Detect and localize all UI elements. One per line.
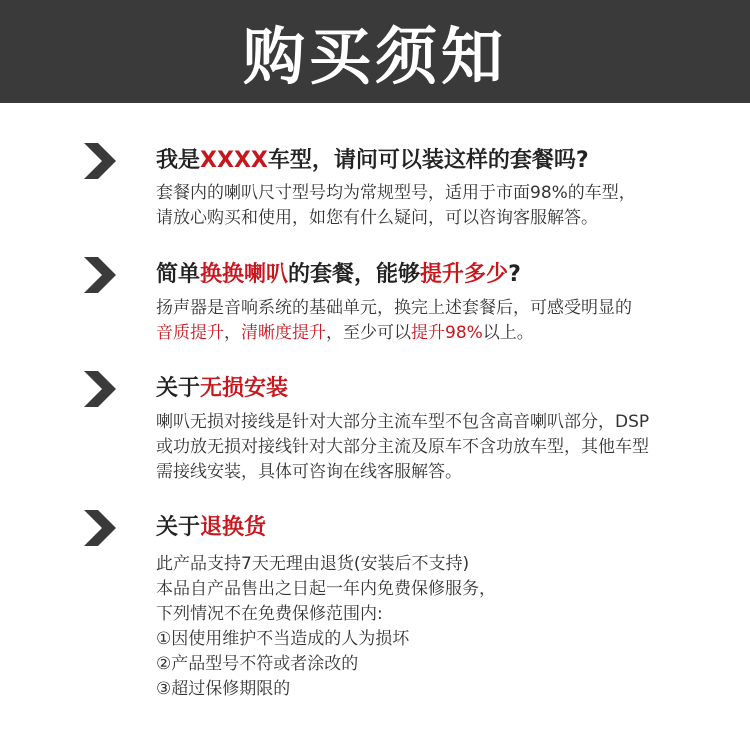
body-line: 下列情况不在免费保修范围内:	[156, 604, 383, 624]
title-suffix: 车型，请问可以装这样的套餐吗?	[267, 148, 589, 173]
section-3-body	[156, 410, 649, 485]
title-text: ?	[508, 262, 521, 287]
body-line: ②产品型号不符或者涂改的	[156, 654, 359, 674]
title-highlight: 无损安装	[200, 376, 289, 401]
title-prefix: 关于	[156, 515, 201, 540]
title-highlight: 退换货	[200, 515, 267, 540]
body-line: 或功放无损对接线针对大部分主流及原车不含功放车型，其他车型	[156, 437, 649, 457]
chevron-right-icon	[82, 508, 118, 548]
body-text: ，	[224, 323, 241, 343]
title-text: 简单	[156, 262, 201, 287]
section-1-title	[156, 143, 589, 174]
section-4-title	[156, 510, 266, 541]
title-prefix: 我是	[156, 148, 201, 173]
title-prefix: 关于	[156, 376, 201, 401]
chevron-right-icon	[82, 255, 118, 295]
body-line: 扬声器是音响系统的基础单元，换完上述套餐后，可感受明显的	[156, 298, 632, 318]
title-highlight: XXXX	[200, 148, 268, 173]
highlight-text: 音质提升	[156, 323, 224, 343]
body-line	[156, 321, 632, 346]
body-line: 需接线安装，具体可咨询在线客服解答。	[156, 462, 462, 482]
section-3-title	[156, 371, 288, 402]
body-line: ③超过保修期限的	[156, 679, 291, 699]
chevron-right-icon	[82, 369, 118, 409]
body-text: ，至少可以	[326, 323, 411, 343]
section-2-body	[156, 296, 632, 346]
highlight-text: 提升98%	[411, 323, 483, 343]
section-4-body	[156, 552, 496, 702]
body-line: 请放心购买和使用，如您有什么疑问，可以咨询客服解答。	[156, 208, 598, 228]
title-highlight: 提升多少	[420, 262, 509, 287]
chevron-right-icon	[82, 141, 118, 181]
header-banner	[0, 0, 750, 103]
highlight-text: 清晰度提升	[241, 323, 326, 343]
section-2-title	[156, 257, 521, 288]
title-highlight: 换换喇叭	[200, 262, 289, 287]
page-title: 购买须知	[242, 20, 507, 93]
section-1-body	[156, 181, 636, 231]
body-line: 喇叭无损对接线是针对大部分主流车型不包含高音喇叭部分，DSP	[156, 412, 650, 432]
body-text: 以上。	[482, 323, 534, 343]
body-line: ①因使用维护不当造成的人为损坏	[156, 629, 410, 649]
body-line: 套餐内的喇叭尺寸型号均为常规型号，适用于市面98%的车型，	[156, 183, 636, 203]
body-line: 本品自产品售出之日起一年内免费保修服务，	[156, 579, 496, 599]
body-line: 此产品支持7天无理由退货(安装后不支持)	[156, 554, 470, 574]
title-text: 的套餐，能够	[288, 262, 421, 287]
